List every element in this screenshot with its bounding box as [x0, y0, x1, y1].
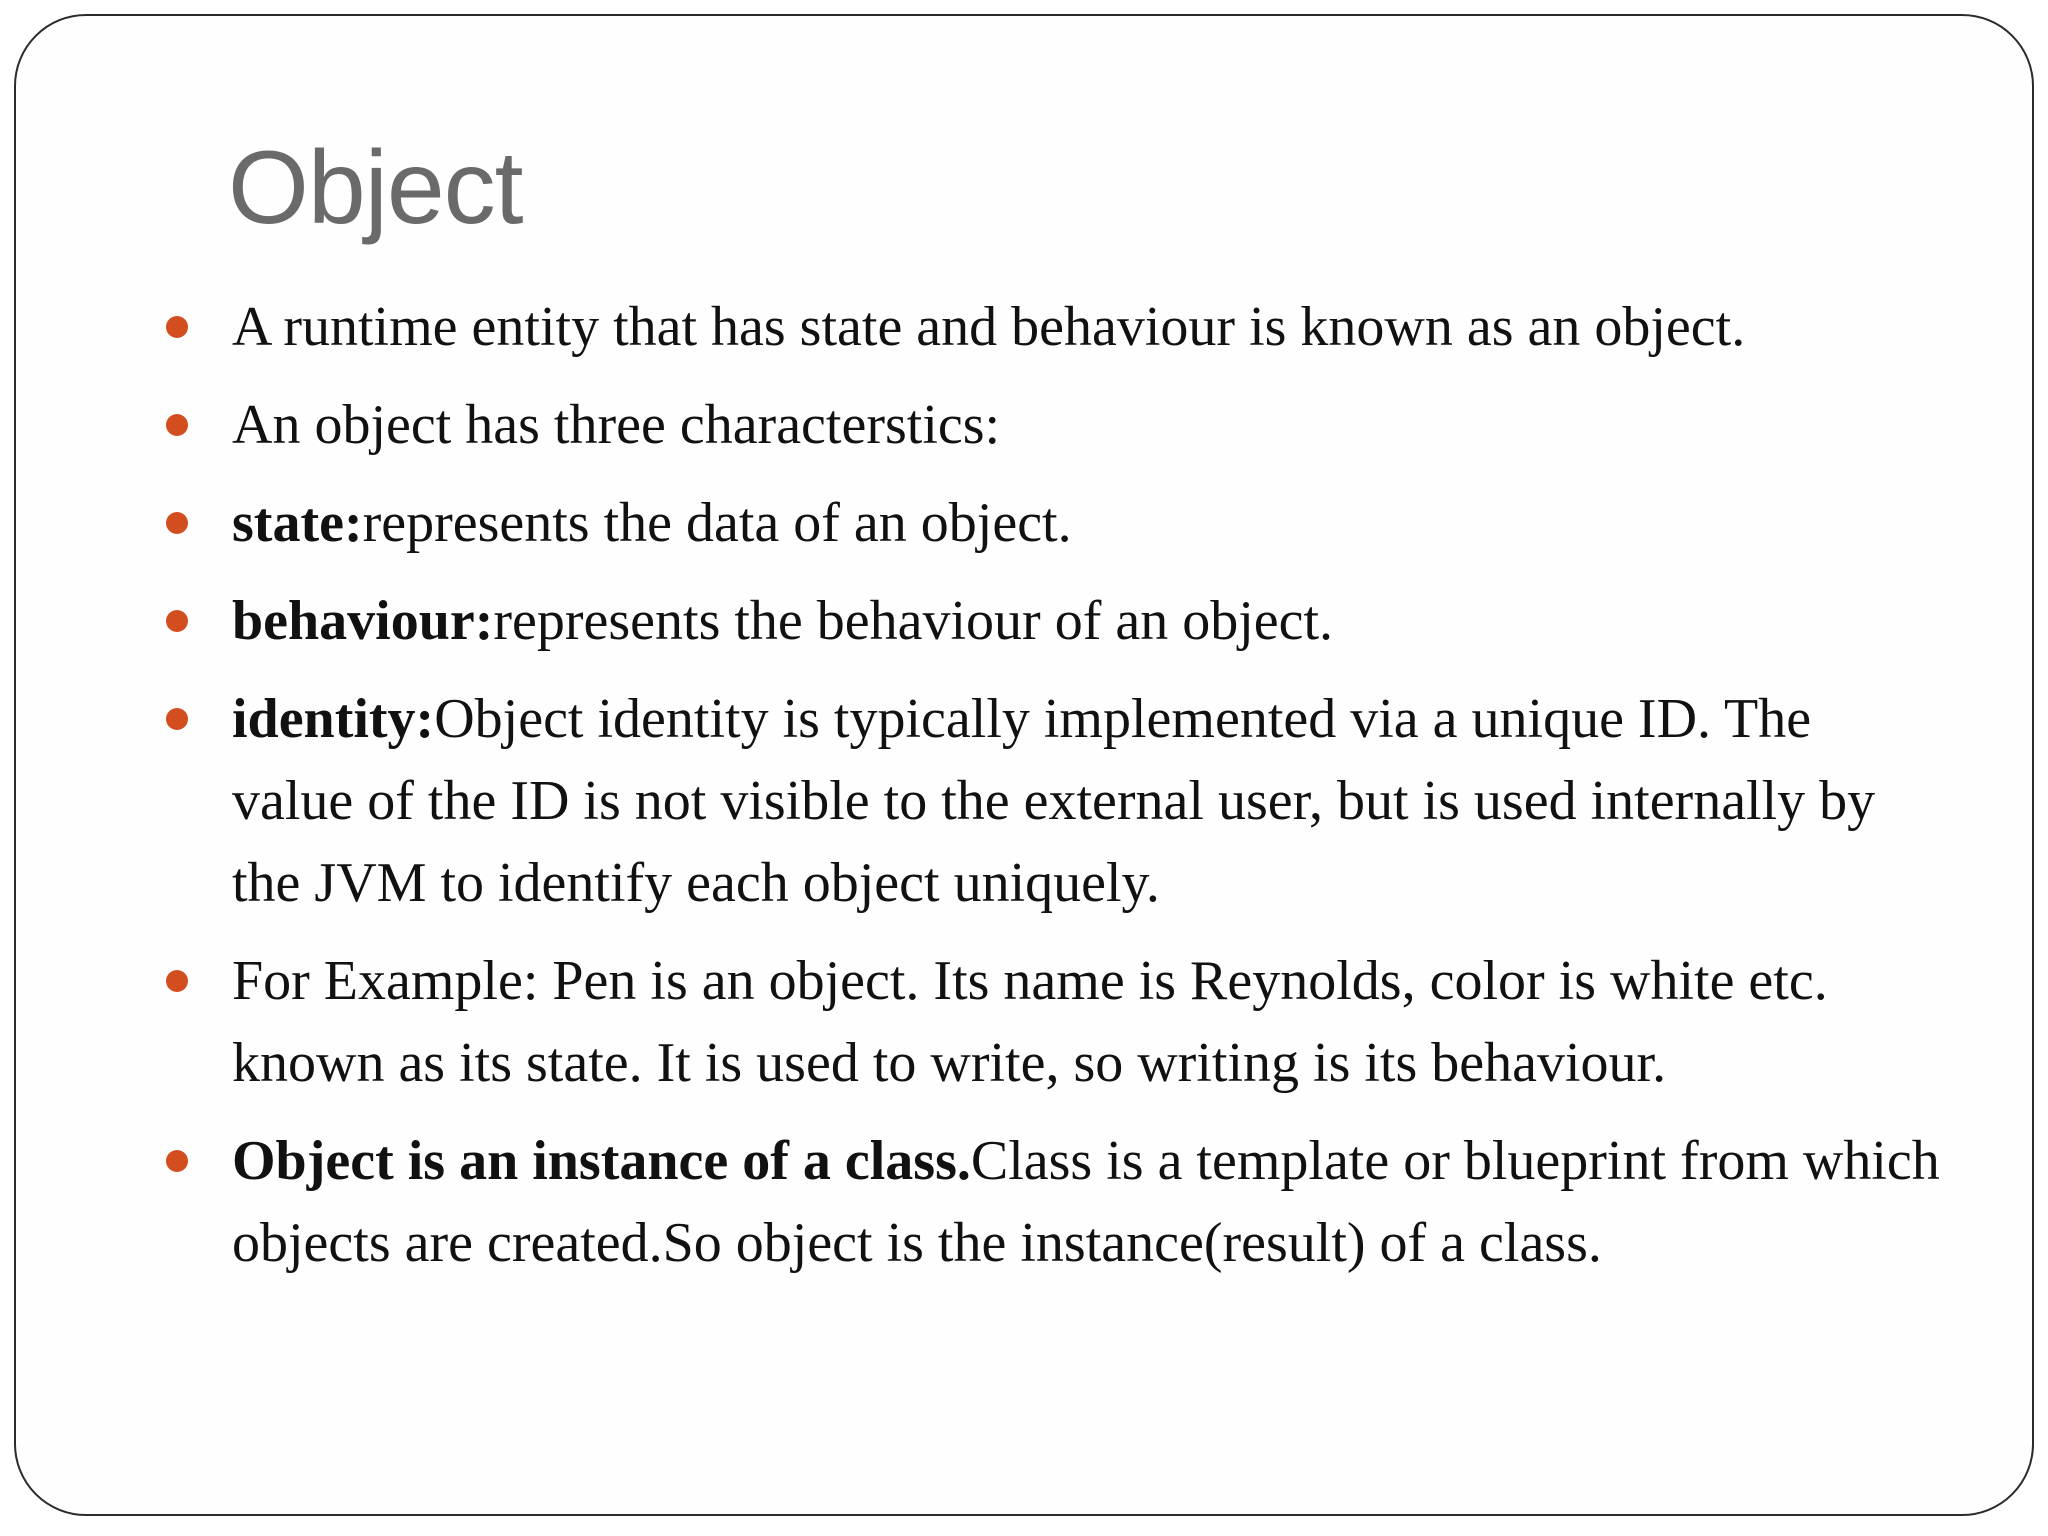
- bullet-lead: behaviour:: [232, 590, 494, 652]
- bullet-dot-icon: [166, 316, 188, 338]
- bullet-item: [166, 1120, 1946, 1284]
- bullet-dot-icon: [166, 414, 188, 436]
- bullet-dot-icon: [166, 708, 188, 730]
- bullet-dot-icon: [166, 610, 188, 632]
- bullet-item: [166, 384, 1946, 466]
- bullet-item: [166, 940, 1946, 1104]
- bullet-dot-icon: [166, 512, 188, 534]
- bullet-dot-icon: [166, 970, 188, 992]
- bullet-item: [166, 482, 1946, 564]
- bullet-text: For Example: Pen is an object. Its name is Reynolds, color is white etc. known as its state. It is used to write, so writing is its behaviour.: [232, 950, 1828, 1094]
- bullet-text: A runtime entity that has state and behaviour is known as an object.: [232, 296, 1746, 358]
- bullet-text: An object has three characterstics:: [232, 394, 1001, 456]
- bullet-text: represents the behaviour of an object.: [493, 590, 1334, 652]
- bullet-dot-icon: [166, 1150, 188, 1172]
- bullet-lead: state:: [232, 492, 363, 554]
- slide-title: Object: [228, 130, 523, 246]
- bullet-item: [166, 580, 1946, 662]
- bullet-lead: identity:: [232, 688, 435, 750]
- bullet-item: [166, 678, 1946, 924]
- bullet-item: [166, 286, 1946, 368]
- bullet-text: Class is a template or blueprint from which objects are created.So object is the instance(result) of a class.: [232, 1130, 1940, 1274]
- bullet-lead: Object is an instance of a class.: [232, 1130, 971, 1192]
- slide: [14, 14, 2034, 1516]
- bullet-text: represents the data of an object.: [362, 492, 1072, 554]
- bullet-text: Object identity is typically implemented via a unique ID. The value of the ID is not visible to the external user, but is used internally by the JVM to identify each object uniquely.: [232, 688, 1876, 914]
- bullet-list: [166, 286, 1946, 1300]
